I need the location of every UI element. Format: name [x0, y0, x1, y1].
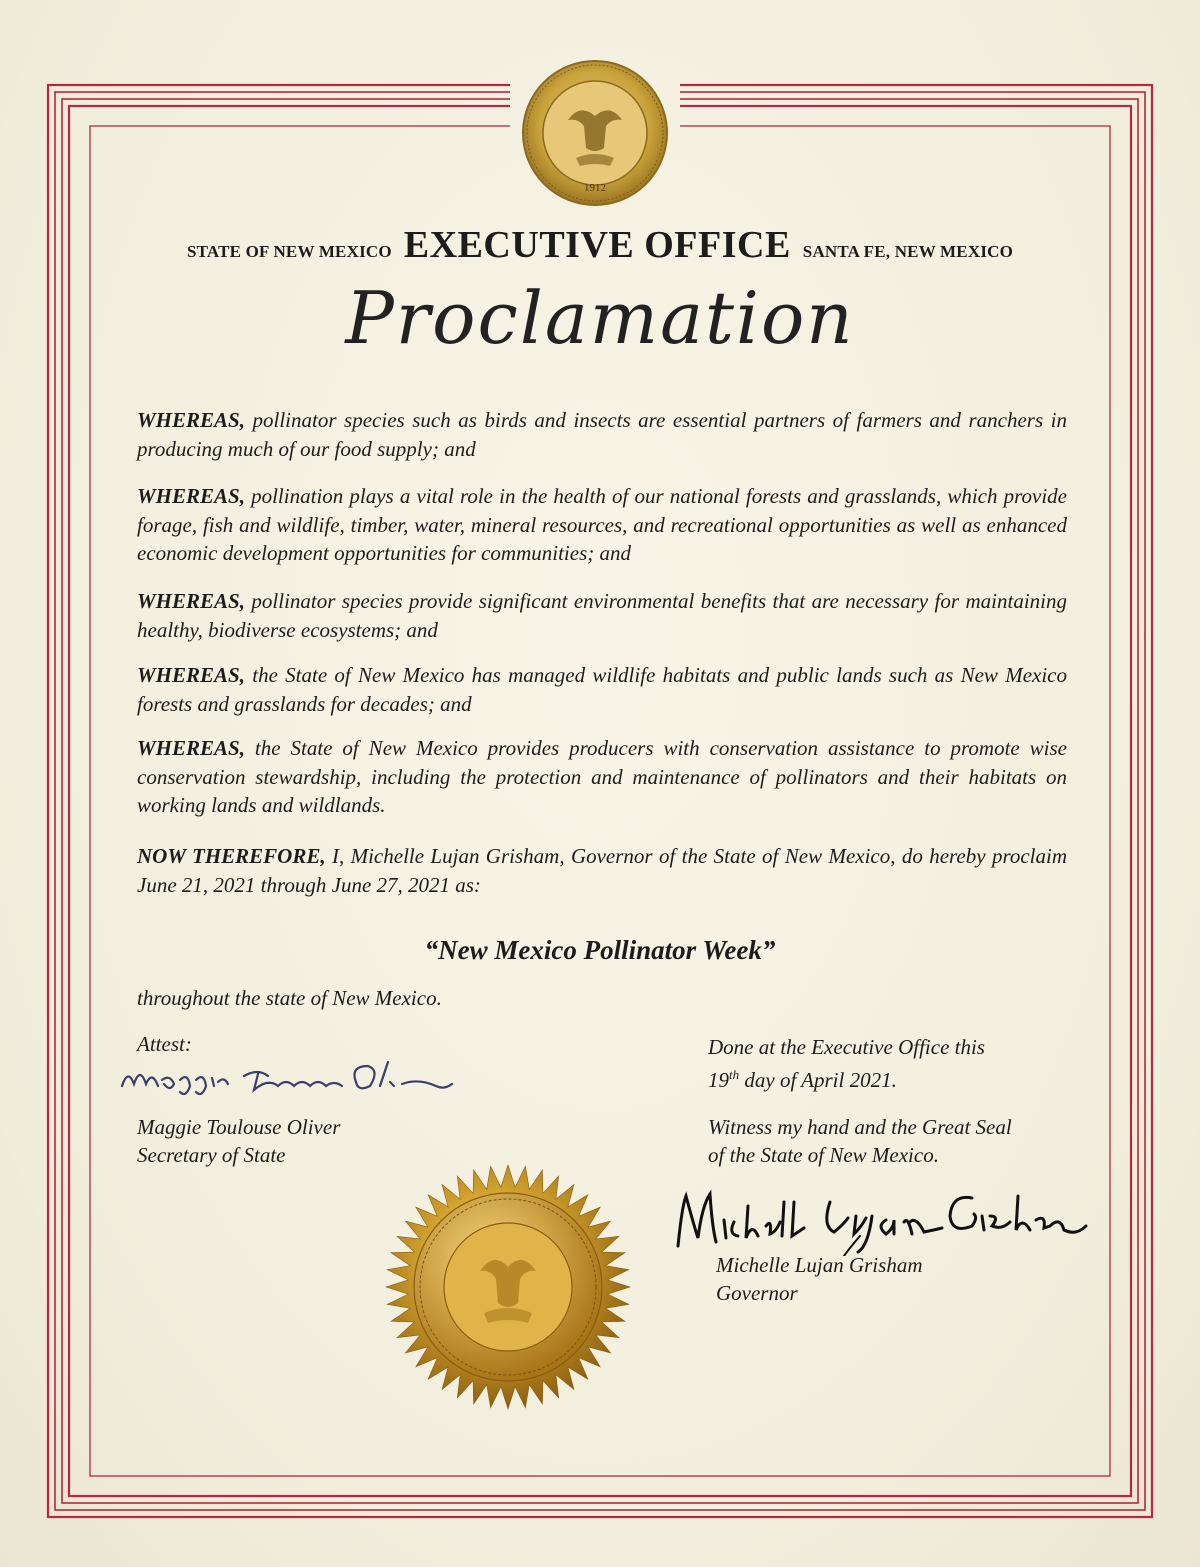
whereas-lead: WHEREAS,: [137, 484, 245, 508]
whereas-lead: WHEREAS,: [137, 589, 245, 613]
witness-line-2: of the State of New Mexico.: [708, 1143, 939, 1167]
whereas-paragraph-5: [137, 734, 1067, 820]
secretary-role: Secretary of State: [137, 1143, 286, 1167]
whereas-lead: WHEREAS,: [137, 736, 245, 760]
therefore-lead: NOW THEREFORE,: [137, 844, 326, 868]
done-line-1: Done at the Executive Office this: [708, 1035, 985, 1059]
proclamation-title: Proclamation: [345, 276, 855, 360]
whereas-text: the State of New Mexico has managed wildlife habitats and public lands such as New Mexico forests and grasslands for decades; and: [137, 663, 1067, 716]
secretary-name: Maggie Toulouse Oliver: [137, 1115, 341, 1139]
pollinator-week-title: “New Mexico Pollinator Week”: [424, 935, 776, 965]
done-day: 19: [708, 1068, 729, 1092]
whereas-paragraph-4: [137, 661, 1067, 718]
seal-year-text: 1912: [584, 182, 606, 194]
whereas-text: pollination plays a vital role in the health of our national forests and grasslands, which provide forage, fish and wildlife, timber, water, mineral resources, and recreational opportunities as well as enhanced economic development opportunities for communities; and: [137, 484, 1067, 565]
done-day-suffix: th: [729, 1067, 740, 1082]
whereas-text: pollinator species such as birds and insects are essential partners of farmers and ranchers in producing much of our food supply; and: [137, 408, 1067, 461]
header-location: SANTA FE, NEW MEXICO: [802, 242, 1014, 261]
header-state: STATE OF NEW MEXICO: [186, 242, 392, 261]
whereas-text: pollinator species provide significant environmental benefits that are necessary for maintaining healthy, biodiverse ecosystems; and: [137, 589, 1067, 642]
whereas-paragraph-1: [137, 406, 1067, 463]
header-executive-office: EXECUTIVE OFFICE: [403, 224, 791, 266]
now-therefore-paragraph: [137, 842, 1067, 899]
whereas-lead: WHEREAS,: [137, 408, 245, 432]
governor-name: Michelle Lujan Grisham: [716, 1253, 923, 1277]
throughout-line: throughout the state of New Mexico.: [137, 986, 442, 1010]
therefore-text: I, Michelle Lujan Grisham, Governor of the State of New Mexico, do hereby proclaim June 21, 2021 through June 27, 2021 as:: [137, 844, 1067, 897]
witness-line-1: Witness my hand and the Great Seal: [708, 1115, 1012, 1139]
governor-role: Governor: [716, 1281, 798, 1305]
secretary-signature: [118, 1056, 458, 1104]
done-line-2-rest: day of April 2021.: [739, 1068, 897, 1092]
whereas-paragraph-2: [137, 482, 1067, 568]
governor-signature: [672, 1176, 1092, 1256]
whereas-lead: WHEREAS,: [137, 663, 245, 687]
whereas-text: the State of New Mexico provides producers with conservation assistance to promote wise conservation stewardship, including the protection and maintenance of pollinators and their habitats on working lands and wildlands.: [137, 736, 1067, 817]
gold-seal-icon: [384, 1163, 632, 1411]
state-seal-icon: [520, 58, 670, 208]
header-line: [0, 226, 1200, 264]
done-line-2: [708, 1061, 897, 1095]
whereas-paragraph-3: [137, 587, 1067, 644]
attest-label: Attest:: [137, 1032, 192, 1056]
